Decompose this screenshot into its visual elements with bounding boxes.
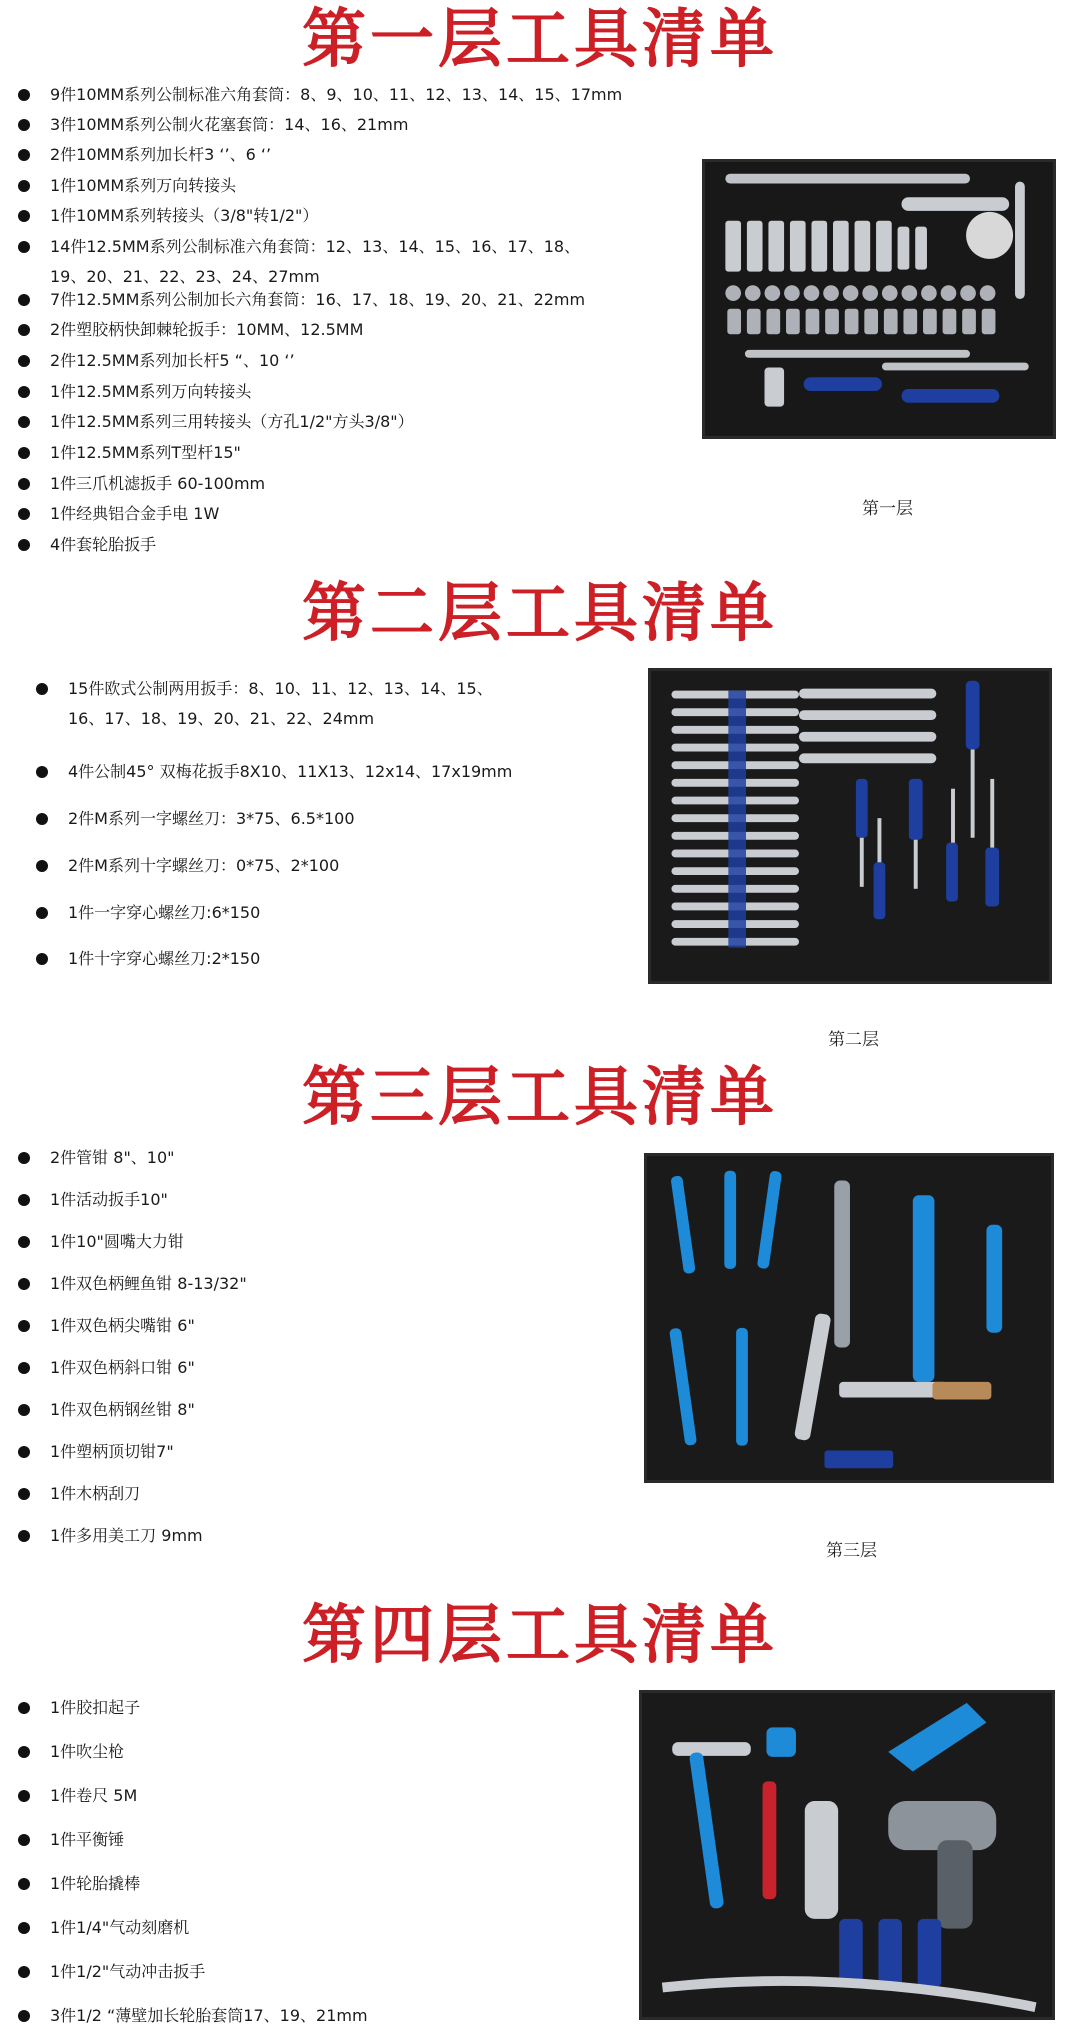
bullet-icon <box>18 1488 30 1500</box>
bullet-icon <box>36 766 48 778</box>
section-3-title: 第三层工具清单 <box>302 1060 778 1135</box>
list-item <box>18 1697 140 1719</box>
list-item <box>18 1189 168 1211</box>
list-item-text: 3件1/2 “薄壁加长轮胎套筒17、19、21mm <box>50 2006 368 2025</box>
list-item-text: 1件卷尺 5M <box>50 1786 138 1805</box>
list-item-text: 1件10MM系列转接头（3/8"转1/2"） <box>50 206 319 225</box>
list-item-text: 2件管钳 8"、10" <box>50 1148 175 1167</box>
bullet-icon <box>36 683 48 695</box>
list-item-text: 1件轮胎撬棒 <box>50 1874 141 1893</box>
layer-2-caption: 第二层 <box>828 1030 879 1050</box>
bullet-icon <box>18 1834 30 1846</box>
bullet-icon <box>18 416 30 428</box>
list-item <box>36 948 260 970</box>
bullet-icon <box>18 1878 30 1890</box>
list-item <box>18 1917 189 1939</box>
bullet-icon <box>36 907 48 919</box>
list-item-text: 1件吹尘枪 <box>50 1742 125 1761</box>
list-item-text: 1件1/4"气动刻磨机 <box>50 1918 190 1937</box>
bullet-icon <box>18 1922 30 1934</box>
bullet-icon <box>18 539 30 551</box>
list-item-text: 1件木柄刮刀 <box>50 1484 141 1503</box>
list-item-text: 1件10"圆嘴大力钳 <box>50 1232 184 1251</box>
list-item <box>18 1741 124 1763</box>
list-item-text: 1件多用美工刀 9mm <box>50 1526 203 1545</box>
list-item <box>18 1357 195 1379</box>
bullet-icon <box>36 860 48 872</box>
bullet-icon <box>18 149 30 161</box>
list-item <box>18 1315 195 1337</box>
list-item-text: 1件三爪机滤扳手 60-100mm <box>50 474 266 493</box>
bullet-icon <box>18 1194 30 1206</box>
list-item-text: 2件M系列十字螺丝刀：0*75、2*100 <box>68 856 340 875</box>
bullet-icon <box>18 1702 30 1714</box>
list-item <box>18 1829 124 1851</box>
layer-2-photo <box>648 668 1052 984</box>
list-item-text: 1件双色柄钢丝钳 8" <box>50 1400 195 1419</box>
bullet-icon <box>36 953 48 965</box>
list-item <box>18 144 271 166</box>
section-2-title: 第二层工具清单 <box>302 576 778 651</box>
layer-4-tray-image <box>642 1693 1052 2017</box>
section-1-title: 第一层工具清单 <box>302 2 778 77</box>
list-item <box>18 236 580 288</box>
list-item <box>18 350 295 372</box>
bullet-icon <box>18 1404 30 1416</box>
bullet-icon <box>18 1966 30 1978</box>
list-item <box>18 442 241 464</box>
bullet-icon <box>18 1236 30 1248</box>
list-item <box>18 1483 140 1505</box>
bullet-icon <box>18 355 30 367</box>
list-item-text: 1件10MM系列万向转接头 <box>50 176 237 195</box>
list-item <box>18 1441 174 1463</box>
list-item <box>36 678 493 730</box>
list-item <box>18 319 363 341</box>
list-item <box>36 855 339 877</box>
bullet-icon <box>18 1530 30 1542</box>
list-item <box>18 175 236 197</box>
list-item-text: 4件公制45° 双梅花扳手8X10、11X13、12x14、17x19mm <box>68 762 513 781</box>
list-item-text: 1件平衡锤 <box>50 1830 125 1849</box>
list-item-text: 1件活动扳手10" <box>50 1190 168 1209</box>
bullet-icon <box>18 1446 30 1458</box>
list-item <box>18 503 219 525</box>
list-item-text: 1件12.5MM系列万向转接头 <box>50 382 252 401</box>
bullet-icon <box>36 813 48 825</box>
list-item <box>36 808 355 830</box>
list-item-text: 1件1/2"气动冲击扳手 <box>50 1962 206 1981</box>
bullet-icon <box>18 478 30 490</box>
list-item-text: 1件12.5MM系列三用转接头（方孔1/2"方头3/8"） <box>50 412 414 431</box>
bullet-icon <box>18 180 30 192</box>
list-item <box>18 1231 184 1253</box>
layer-2-tray-image <box>651 671 1049 981</box>
list-item-text: 2件塑胶柄快卸棘轮扳手：10MM、12.5MM <box>50 320 364 339</box>
bullet-icon <box>18 1790 30 1802</box>
list-item <box>36 761 512 783</box>
bullet-icon <box>18 324 30 336</box>
bullet-icon <box>18 294 30 306</box>
list-item-text: 7件12.5MM系列公制加长六角套筒：16、17、18、19、20、21、22mm <box>50 290 586 309</box>
list-item-text: 2件12.5MM系列加长杆5 “、10 ‘’ <box>50 351 295 370</box>
bullet-icon <box>18 447 30 459</box>
list-item-text: 15件欧式公制两用扳手：8、10、11、12、13、14、15、 <box>68 679 493 698</box>
list-item-text-continued: 16、17、18、19、20、21、22、24mm <box>68 709 375 728</box>
bullet-icon <box>18 1746 30 1758</box>
bullet-icon <box>18 241 30 253</box>
list-item-text: 1件双色柄尖嘴钳 6" <box>50 1316 195 1335</box>
bullet-icon <box>18 1152 30 1164</box>
list-item <box>18 114 408 136</box>
list-item <box>18 1961 205 1983</box>
list-item-text: 3件10MM系列公制火花塞套筒：14、16、21mm <box>50 115 409 134</box>
list-item <box>18 411 414 433</box>
layer-3-caption: 第三层 <box>826 1541 877 1561</box>
list-item <box>18 1399 195 1421</box>
bullet-icon <box>18 386 30 398</box>
list-item <box>18 2005 368 2027</box>
list-item <box>18 473 265 495</box>
list-item-text: 1件双色柄鲤鱼钳 8-13/32" <box>50 1274 247 1293</box>
bullet-icon <box>18 210 30 222</box>
list-item <box>18 205 318 227</box>
list-item <box>36 902 260 924</box>
layer-4-photo <box>639 1690 1055 2020</box>
layer-3-photo <box>644 1153 1054 1483</box>
layer-1-photo <box>702 159 1056 439</box>
list-item-text: 4件套轮胎扳手 <box>50 535 157 554</box>
layer-1-caption: 第一层 <box>862 499 913 519</box>
list-item-text: 1件胶扣起子 <box>50 1698 141 1717</box>
bullet-icon <box>18 1278 30 1290</box>
layer-3-tray-image <box>647 1156 1051 1480</box>
list-item <box>18 1785 137 1807</box>
list-item-text: 1件12.5MM系列T型杆15" <box>50 443 241 462</box>
section-4-title: 第四层工具清单 <box>302 1598 778 1673</box>
list-item <box>18 1147 175 1169</box>
bullet-icon <box>18 1362 30 1374</box>
bullet-icon <box>18 119 30 131</box>
list-item-text: 1件双色柄斜口钳 6" <box>50 1358 195 1377</box>
bullet-icon <box>18 2010 30 2022</box>
list-item-text-continued: 19、20、21、22、23、24、27mm <box>50 267 320 286</box>
list-item <box>18 1525 203 1547</box>
list-item <box>18 1273 247 1295</box>
list-item-text: 9件10MM系列公制标准六角套筒：8、9、10、11、12、13、14、15、17mm <box>50 85 623 104</box>
list-item <box>18 289 585 311</box>
list-item-text: 1件经典铝合金手电 1W <box>50 504 220 523</box>
bullet-icon <box>18 508 30 520</box>
list-item-text: 2件M系列一字螺丝刀：3*75、6.5*100 <box>68 809 355 828</box>
list-item-text: 1件十字穿心螺丝刀:2*150 <box>68 949 261 968</box>
list-item-text: 14件12.5MM系列公制标准六角套筒：12、13、14、15、16、17、18、 <box>50 237 581 256</box>
layer-1-tray-image <box>705 162 1053 436</box>
list-item <box>18 534 156 556</box>
list-item-text: 1件塑柄顶切钳7" <box>50 1442 174 1461</box>
list-item-text: 1件一字穿心螺丝刀:6*150 <box>68 903 261 922</box>
bullet-icon <box>18 89 30 101</box>
list-item <box>18 1873 140 1895</box>
list-item-text: 2件10MM系列加长杆3 ‘’、6 ‘’ <box>50 145 272 164</box>
list-item <box>18 84 622 106</box>
list-item <box>18 381 251 403</box>
bullet-icon <box>18 1320 30 1332</box>
